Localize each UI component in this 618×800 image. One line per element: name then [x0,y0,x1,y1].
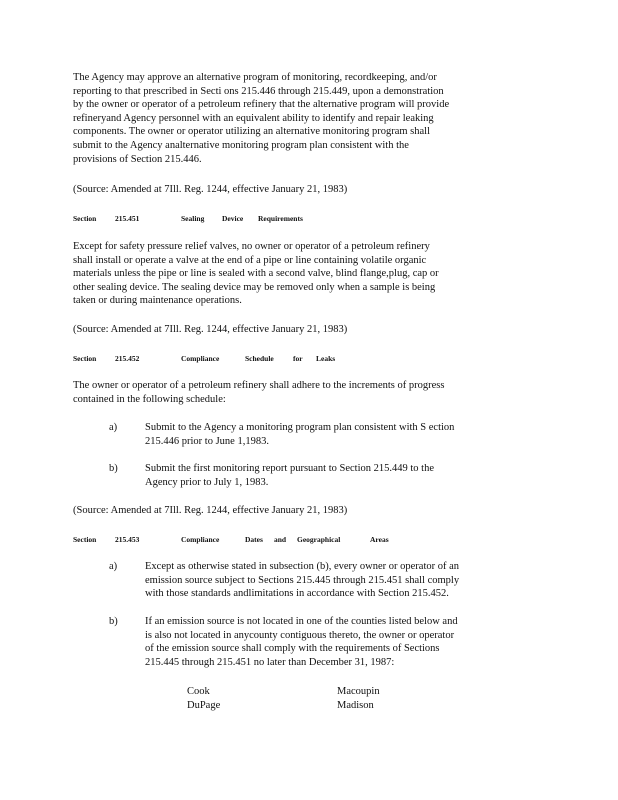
section-title-word: Schedule [245,354,274,363]
paragraph-schedule-intro: The owner or operator of a petroleum refinery shall adhere to the increments of progress contained in the following schedule: [73,380,445,405]
source-note: (Source: Amended at 7Ill. Reg. 1244, effective January 21, 1983) [73,324,348,335]
list-label: a) [109,422,118,433]
section-label: Section [73,535,97,544]
county-name: Cook [187,686,210,697]
section-title-word: Sealing [181,214,205,223]
source-note: (Source: Amended at 7Ill. Reg. 1244, effective January 21, 1983) [73,184,348,195]
county-name: Madison [337,700,374,711]
section-title-word: Requirements [258,214,303,223]
list-item-text: Submit to the Agency a monitoring program plan consistent with S ection 215.446 prior to June 1,1983. [145,422,455,447]
section-label: Section [73,214,97,223]
list-label: b) [109,616,118,627]
paragraph-sealing-devices: Except for safety pressure relief valves, no owner or operator of a petroleum refinery shall install or operate a valve at the end of a pipe or line containing volatile organic materials unless the pipe or line is sealed with a second valve, blind flange,plug, cap or other sealing device. The sealing device may be removed only when a sample is being taken or during maintenance operations. [73,241,439,307]
section-title-word: Geographical [297,535,341,544]
list-label: a) [109,561,118,572]
section-title-word: Device [222,214,244,223]
section-number: 215.453 [115,535,140,544]
section-label: Section [73,354,97,363]
section-title-word: for [293,354,303,363]
list-item-text: Except as otherwise stated in subsection (b), every owner or operator of an emission source subject to Sections 215.445 through 215.451 shall comply with those standards andlimitations in accordance with Section 215.452. [145,561,460,600]
section-number: 215.451 [115,214,140,223]
source-note: (Source: Amended at 7Ill. Reg. 1244, effective January 21, 1983) [73,505,348,516]
section-number: 215.452 [115,354,140,363]
section-title-word: Compliance [181,535,220,544]
paragraph-alternative-program: The Agency may approve an alternative program of monitoring, recordkeeping, and/or reporting to that prescribed in Secti ons 215.446 through 215.449, upon a demonstration by the owner or operator of a petroleum refinery that the alternative program will provide refineryand Agency personnel with an equivalent ability to identify and repair leaking components. The owner or operator utilizing an alternative monitoring program shall submit to the Agency analternative monitoring program plan consistent with the provisions of Section 215.446. [73,72,450,165]
section-title-word: and [274,535,287,544]
county-name: Macoupin [337,686,380,697]
section-title-word: Leaks [316,354,336,363]
section-title-word: Areas [370,535,389,544]
section-title-word: Compliance [181,354,220,363]
list-item-text: Submit the first monitoring report pursuant to Section 215.449 to the Agency prior to July 1, 1983. [145,463,435,488]
list-item-text: If an emission source is not located in one of the counties listed below and is also not located in anycounty contiguous thereto, the owner or operator of the emission source shall comply with the requirements of Sections 215.445 through 215.451 no later than December 31, 1987: [145,616,458,668]
section-title-word: Dates [245,535,263,544]
list-label: b) [109,463,118,474]
county-name: DuPage [187,700,221,711]
